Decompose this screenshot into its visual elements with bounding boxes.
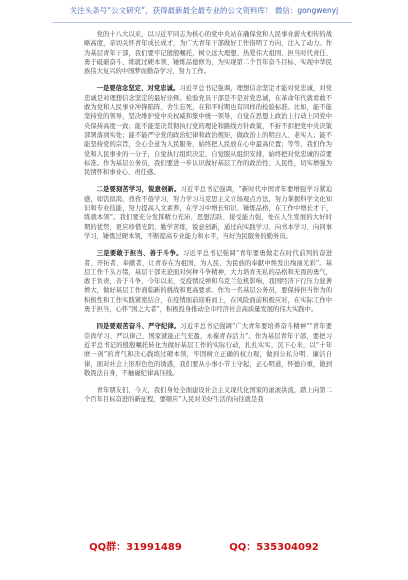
paragraph-heading: 三是要敢于担当、善于斗争。: [96, 250, 183, 258]
header-banner: [0, 6, 408, 16]
paragraph-closing: [84, 386, 332, 405]
footer-qq: QQ：535304092: [229, 542, 319, 553]
paragraph-text: 习近平总书记强调“广大青年要培养奋斗精神”“青年要崇尚学习、严以律己，国家就能正气充盈，永葆青春活力”。作为基层青年干部，要把习近平总书记的殷殷嘱托转化为做好基层工作的实际行动，扎扎实实、沉下心来，以“十年磨一剑”的青气和决心践练过硬本领，牢固树立正确的权力观，做到公私分明、廉洁自律，面对社会上形形色色的诱惑，我们要从小事小节上守起，正心明道，怀德自重，做到敬畏法自身，不触碰纪律高压线。: [84, 323, 332, 377]
paragraph-text: 习近平总书记强调“青年要勇做走在时代前列的奋进者、开拓者、奉献者，让青春在为祖国、为人民、为民族的奉献中焕发出绚丽光彩”。基层工作千头万绪，基层干部无论面对何种斗争精神，大力培育无私的品格和无畏的勇气，敢于负责，善于斗争，今年以来，受疫情反弹和乌克兰危机影响，我国经济下行压力显著增大，做好基层工作面临新的挑战和更高要求。作为一名基层公务员，要保持担当作为的积极性和工作实践紧密结合，在疫情面前迎难而上，在风险面前积极应对，在实际工作中勇于担当，心怀“国之大者”，积极投身推动全市经济社会高质量发展的伟大实践中。: [84, 250, 332, 314]
paragraph-text: 习近平总书记强调，理想信念坚定才能对党忠诚，对党忠诚是对理想信念坚定的最好诠释。检验党员干部是不是对党忠诚，在革命年代就看敢不敢为党和人民事业冲锋陷阵、舍生忘死，在和平时期也有同样的检验标准。比如，能不能坚持党的领导，坚决维护党中央权威和集中统一领导，自觉在思想上政治上行动上同党中央保持高度一致；能不能坚决贯彻执行党的理论和路线方针政策，不折不扣把党中央决策部署落到实处；能不能严守党的政治纪律和政治规矩，做政治上的明白人、老实人；能不能坚持党的宗旨，全心全意为人民服务，始终把人民放在心中最高位置；等等。我们作为党和人民事业的一分子，自觉执行组织决定，自觉服从组织安排，始终把对党忠诚的首要标准。作为基层公务员，我们要进一步认识做好基层工作的政治性、人民性，切实增强为民情怀和事业心、责任感。: [84, 85, 333, 177]
paragraph-heading: 四是要艰苦奋斗、严守纪律。: [96, 323, 181, 331]
paragraph-heading: 一是要信念坚定、对党忠诚。: [96, 85, 180, 93]
paragraph-intro: [84, 30, 332, 76]
paragraph-text: 党的十八大以来，以习近平同志为核心的党中央站在确保党和人民事业薪火相传的战略高度，亲切关怀青年成长成才，为广大青年干部做好工作指明了方向、注入了动力。作为基层青年干部，我们要牢记殷殷嘱托，树立远大理想、热爱伟大祖国、担当时代责任、勇于砥砺奋斗、练就过硬本领、锤炼品德修为，为实现第二个百年奋斗目标、实现中华民族伟大复兴的中国梦而勤奋学习、努力工作。: [84, 31, 332, 76]
article-body: [84, 30, 332, 413]
header-line: 关注头条号“公文研究”，获得最新最全最专业的公文资料库！ 微信：gongwenyj: [69, 6, 339, 15]
paragraph-point-1: [84, 84, 332, 177]
paragraph-point-3: [84, 249, 332, 314]
header-divider: [52, 22, 352, 23]
footer-contact: [0, 538, 408, 553]
paragraph-heading: 二是要刻苦学习，锐意创新。: [96, 186, 181, 194]
paragraph-text: 习近平总书记强调，“新时代中国青年要增强学习紧迫感，如饥似渴、孜孜不倦学习，努力学习马克思主义立场观点方法，努力掌握科学文化知识和专业技能，努力提高人文素养，在学习中增长知识、锤炼品格，在工作中增长才干、练就本领”。我们要充分发挥精力充沛、思想活跃、接受能力强、处在人生发展的大好时期的优势，更应珍惜光阴、勤学苦练，锐意创新，通过向实践学习、向书本学习、向同事学习，锤炼过硬本领，不断提高专业能力和水平，当好为民服务的勤务员。: [84, 186, 332, 240]
footer-qq-group: QQ群：31991489: [89, 542, 182, 553]
paragraph-point-2: [84, 185, 332, 241]
paragraph-point-4: [84, 322, 332, 378]
paragraph-text: 青年朋友们，今天，我们身处全面建设社会主义现代化国家的滚滚洪流，踏上向第二个百年目标奋进的新征程，要顺应“人民对美好生活的向往就是我: [84, 387, 332, 404]
